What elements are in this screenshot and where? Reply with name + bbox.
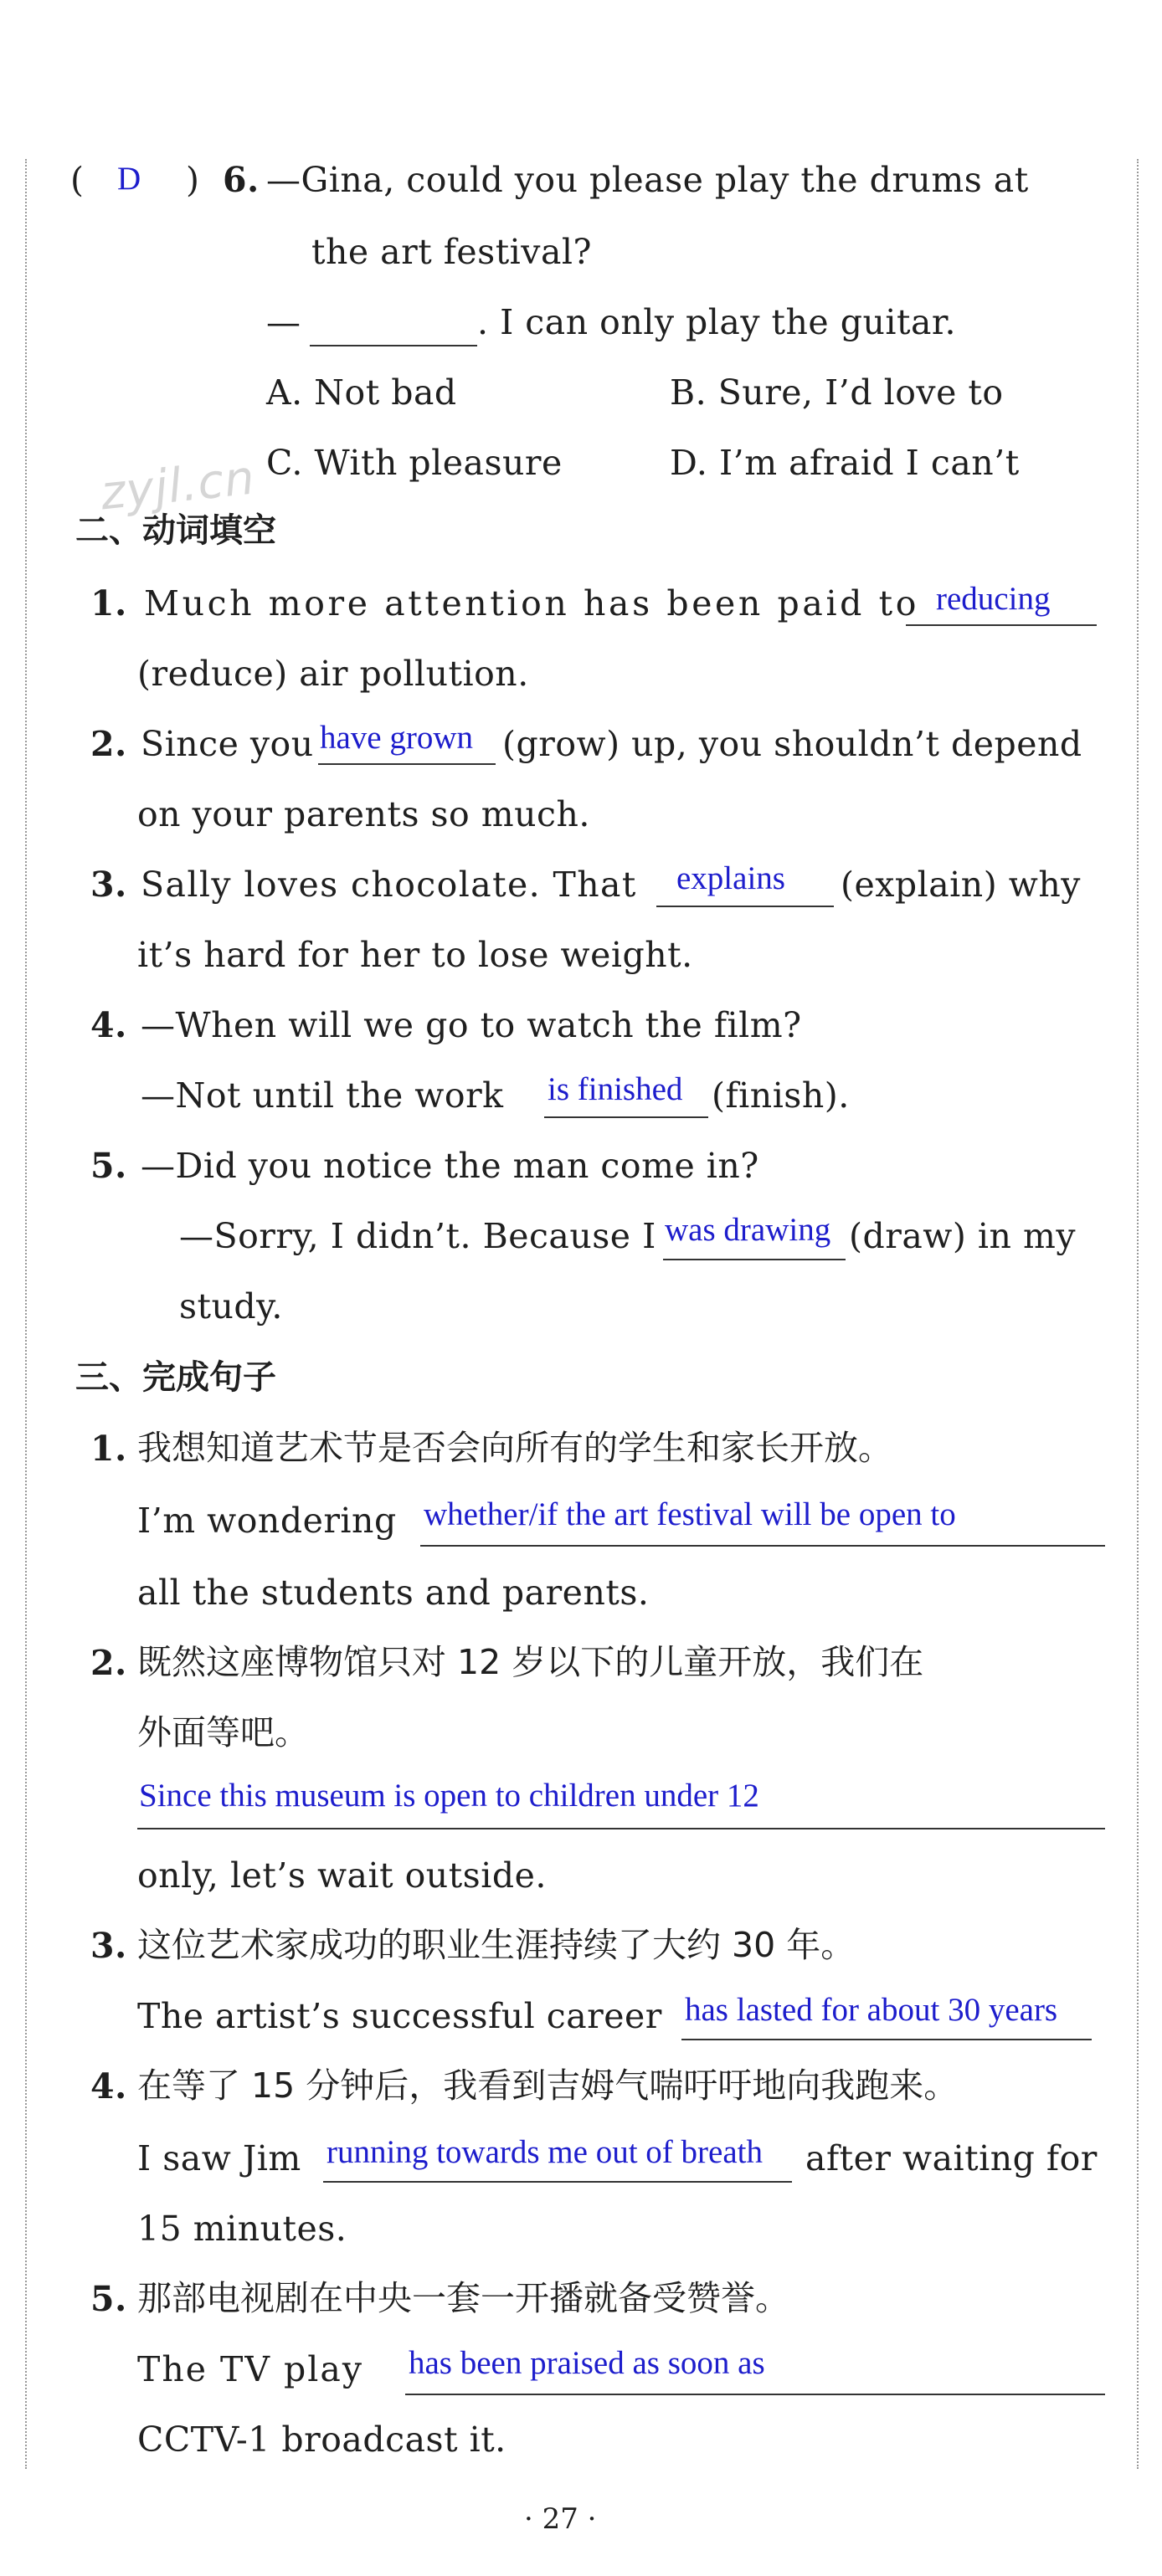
s3-q3-chinese: 这位艺术家成功的职业生涯持续了大约 30 年。 bbox=[137, 1925, 856, 1965]
s2-q4-after: (finish). bbox=[712, 1075, 850, 1116]
s2-q5-after: (draw) in my bbox=[849, 1216, 1076, 1256]
q6-line2: the art festival? bbox=[311, 232, 592, 272]
s3-q5-number: 5. bbox=[90, 2279, 127, 2319]
s2-q5-line1: —Did you notice the man come in? bbox=[141, 1146, 759, 1186]
q6-number: 6. bbox=[223, 160, 260, 200]
s2-q5-number: 5. bbox=[90, 1146, 127, 1186]
s3-q2-answer: Since this museum is open to children under 12 bbox=[139, 1778, 759, 1814]
s2-q2-answer: have grown bbox=[320, 720, 474, 756]
s3-q1-chinese: 我想知道艺术节是否会向所有的学生和家长开放。 bbox=[137, 1428, 892, 1468]
s2-q4-before: —Not until the work bbox=[141, 1075, 504, 1116]
s3-q3-answer: has lasted for about 30 years bbox=[685, 1992, 1058, 2028]
s3-q1-blank bbox=[420, 1545, 1105, 1547]
s3-q2-number: 2. bbox=[90, 1643, 127, 1683]
s3-q5-chinese: 那部电视剧在中央一套一开播就备受赞誉。 bbox=[137, 2278, 789, 2318]
s2-q4-line1: —When will we go to watch the film? bbox=[141, 1005, 802, 1045]
s2-q2-before: Since you bbox=[141, 724, 314, 764]
s2-q5-blank bbox=[663, 1259, 846, 1260]
q6-paren-open: ( bbox=[70, 160, 85, 200]
q6-answer: D bbox=[117, 161, 141, 197]
q6-option-d: D. I’m afraid I can’t bbox=[670, 443, 1020, 483]
s2-q2-after: (grow) up, you shouldn’t depend bbox=[502, 724, 1082, 764]
s3-q4-chinese: 在等了 15 分钟后，我看到吉姆气喘吁吁地向我跑来。 bbox=[137, 2065, 959, 2106]
s2-q3-line2: it’s hard for her to lose weight. bbox=[137, 935, 693, 975]
s3-q3-before: The artist’s successful career bbox=[137, 1996, 662, 2036]
s3-q4-after: after waiting for bbox=[805, 2138, 1098, 2178]
s3-q1-line3: all the students and parents. bbox=[137, 1573, 650, 1613]
s2-q1-text: Much more attention has been paid to bbox=[144, 583, 919, 623]
s2-q1-line2: (reduce) air pollution. bbox=[137, 654, 529, 694]
s2-q2-line2: on your parents so much. bbox=[137, 794, 590, 834]
s2-q1-answer: reducing bbox=[936, 581, 1051, 617]
s2-q3-after: (explain) why bbox=[841, 865, 1081, 905]
section2-heading: 二、动词填空 bbox=[75, 511, 276, 550]
s3-q2-chinese: 既然这座博物馆只对 12 岁以下的儿童开放，我们在 bbox=[137, 1642, 924, 1682]
s3-q2-blank bbox=[137, 1828, 1105, 1829]
s2-q3-blank bbox=[656, 906, 834, 907]
s3-q2-chinese-line2: 外面等吧。 bbox=[137, 1712, 309, 1752]
s2-q1-number: 1. bbox=[90, 583, 127, 623]
s2-q4-blank bbox=[544, 1116, 708, 1118]
q6-blank bbox=[310, 345, 477, 346]
s2-q2-number: 2. bbox=[90, 724, 127, 764]
s3-q4-line3: 15 minutes. bbox=[137, 2209, 347, 2249]
q6-line3: . I can only play the guitar. bbox=[477, 302, 957, 342]
right-margin-rule bbox=[1137, 159, 1139, 2469]
s3-q4-number: 4. bbox=[90, 2066, 127, 2106]
s3-q3-number: 3. bbox=[90, 1926, 127, 1966]
q6-line1: —Gina, could you please play the drums at bbox=[266, 160, 1029, 200]
s3-q2-line4: only, let’s wait outside. bbox=[137, 1855, 547, 1896]
s2-q5-before: —Sorry, I didn’t. Because I bbox=[179, 1216, 656, 1256]
s3-q4-answer: running towards me out of breath bbox=[326, 2134, 763, 2170]
s3-q5-line3: CCTV-1 broadcast it. bbox=[137, 2419, 506, 2460]
s3-q1-number: 1. bbox=[90, 1429, 127, 1469]
q6-paren-close: ) bbox=[186, 160, 200, 200]
s2-q2-blank bbox=[318, 763, 496, 765]
q6-option-a: A. Not bad bbox=[266, 372, 457, 413]
s3-q1-before: I’m wondering bbox=[137, 1501, 397, 1541]
s3-q4-blank bbox=[323, 2181, 792, 2183]
q6-option-b: B. Sure, I’d love to bbox=[670, 372, 1004, 413]
s3-q4-before: I saw Jim bbox=[137, 2138, 301, 2178]
s2-q5-line3: study. bbox=[179, 1286, 283, 1326]
section3-heading: 三、完成句子 bbox=[75, 1358, 276, 1397]
s2-q4-number: 4. bbox=[90, 1005, 127, 1045]
s2-q5-answer: was drawing bbox=[665, 1212, 831, 1248]
s3-q5-blank bbox=[405, 2394, 1105, 2395]
s2-q4-answer: is finished bbox=[548, 1071, 683, 1107]
page-number: · 27 · bbox=[524, 2502, 597, 2536]
s3-q5-before: The TV play bbox=[137, 2349, 364, 2389]
s2-q3-number: 3. bbox=[90, 865, 127, 905]
s2-q1-blank bbox=[906, 624, 1097, 626]
s3-q5-answer: has been praised as soon as bbox=[409, 2345, 765, 2381]
q6-option-c: C. With pleasure bbox=[266, 443, 563, 483]
s3-q1-answer: whether/if the art festival will be open to bbox=[424, 1496, 956, 1532]
left-margin-rule bbox=[25, 159, 27, 2469]
s3-q3-blank bbox=[681, 2039, 1092, 2040]
q6-dash: — bbox=[266, 302, 301, 342]
watermark: zyjl.cn bbox=[98, 450, 258, 521]
s2-q3-before: Sally loves chocolate. That bbox=[141, 865, 637, 905]
s2-q3-answer: explains bbox=[676, 860, 785, 896]
